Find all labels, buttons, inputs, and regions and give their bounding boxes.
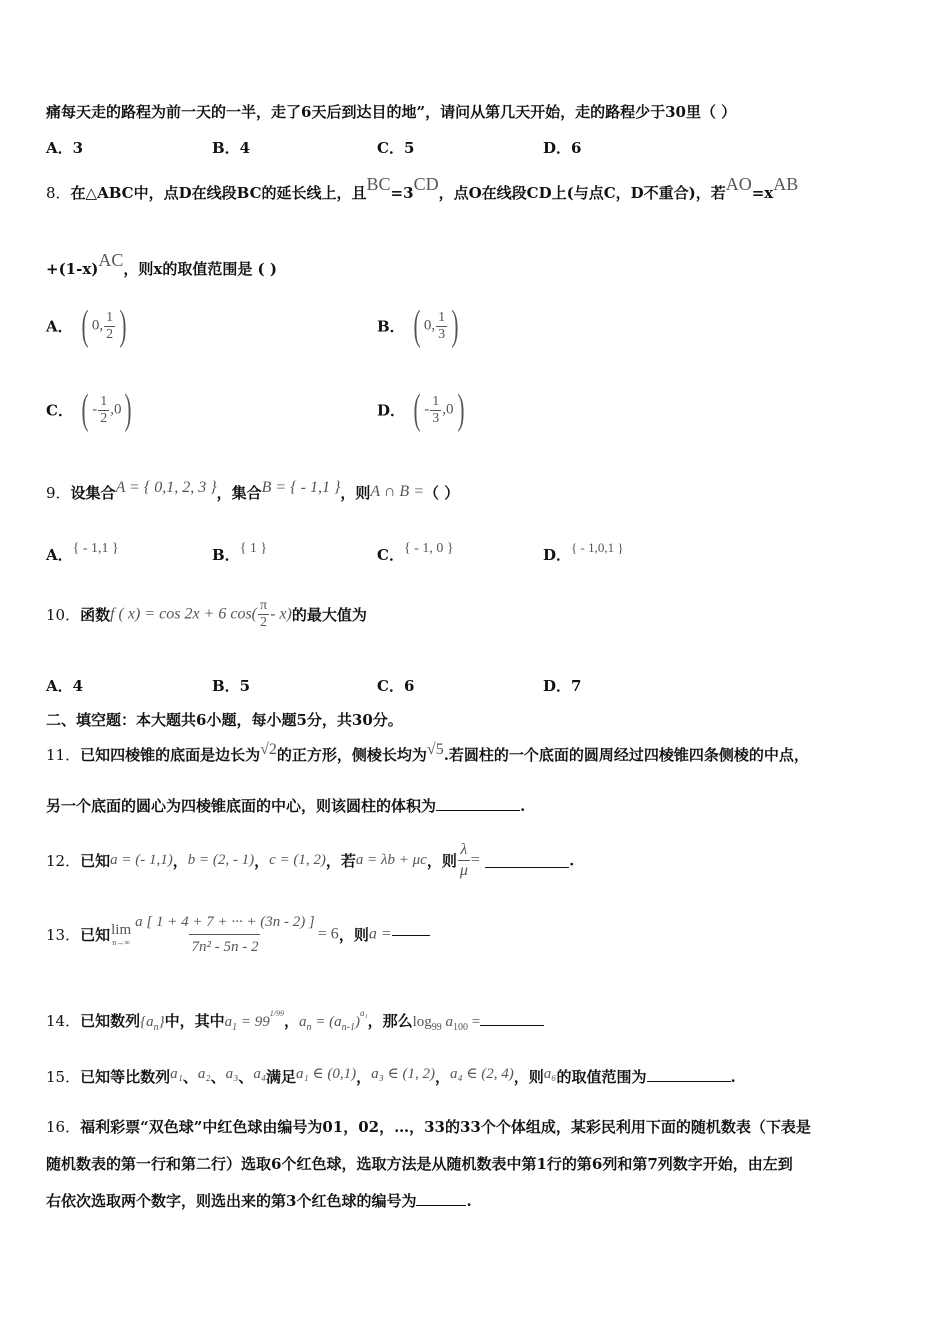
q15-line — [46, 1066, 736, 1087]
q8-option-c-label: C． — [46, 401, 73, 420]
q16-line-1 — [46, 1116, 811, 1137]
q14-text-2: 中，其中 — [164, 1012, 225, 1030]
q15-text-2: 满足 — [266, 1068, 297, 1086]
q15-answer-blank[interactable] — [647, 1067, 731, 1082]
q15-number: 15． — [46, 1068, 81, 1086]
q14-number: 14． — [46, 1012, 81, 1030]
q12-sep-1: ， — [172, 852, 188, 870]
q14-a1-def — [224, 1009, 284, 1033]
right-paren-icon: ) — [457, 387, 464, 433]
q11-number: 11． — [46, 746, 81, 764]
q11-text-2: 的正方形，侧棱长均为 — [276, 746, 427, 764]
q14-an-def — [299, 1008, 368, 1033]
q15-end: . — [730, 1068, 736, 1086]
q10-number: 10． — [46, 606, 81, 624]
q8-line-2 — [46, 250, 277, 279]
q15-comma-2: ， — [434, 1068, 450, 1086]
q12-number: 12． — [46, 852, 81, 870]
q15-cond-1: a₁ ∈ (0,1) — [296, 1066, 357, 1082]
q9-option-b — [212, 536, 268, 564]
q9-option-b-value: { 1 } — [239, 541, 268, 556]
q9-option-a — [46, 536, 119, 564]
q14-an-sub: n — [306, 1022, 312, 1033]
q9-set-a: A = { 0,1, 2, 3 } — [115, 479, 217, 496]
q14-log-eq: = — [468, 1014, 481, 1030]
q9-option-a-value: { - 1,1 } — [72, 541, 119, 556]
q9-text-1: 设集合 — [70, 484, 116, 502]
q12-line — [46, 840, 574, 881]
q8-d-den: 3 — [432, 410, 440, 426]
q10-text-1: 函数 — [80, 606, 111, 624]
q10-option-a: A．4 — [46, 677, 84, 695]
q14-text-3: ，那么 — [367, 1012, 413, 1030]
q15-cond-2: a₃ ∈ (1, 2) — [371, 1066, 435, 1082]
q8-c-den: 2 — [100, 410, 108, 426]
q8-option-a-label: A． — [46, 317, 73, 336]
q13-rhs: = 6 — [317, 925, 339, 943]
q12-lambda-over-mu — [458, 840, 470, 881]
q8-a-left: 0, — [91, 317, 104, 334]
section-2-heading: 二、填空题：本大题共6小题，每小题5分，共30分。 — [46, 711, 403, 729]
q13-limit — [111, 922, 131, 948]
q8-option-d-label: D． — [377, 401, 406, 420]
q14-log-arg: a — [441, 1014, 454, 1030]
q13-line — [46, 910, 430, 959]
right-paren-icon: ) — [124, 387, 132, 433]
q13-fraction — [133, 910, 317, 959]
q16-answer-blank[interactable] — [416, 1191, 466, 1206]
q11-sqrt5: √5 — [426, 741, 444, 758]
q8-a-fraction — [104, 310, 115, 343]
q9-text-2: ，集合 — [216, 484, 262, 502]
q15-a1: a₁ — [170, 1066, 183, 1082]
q9-option-d-value: { - 1,0,1 } — [571, 540, 624, 555]
q8-text-4: =x — [751, 184, 774, 202]
q12-equation: a = λb + μc — [355, 852, 427, 868]
q12-equals: = — [470, 851, 480, 869]
q15-a4: a₄ — [253, 1066, 267, 1082]
q14-sep: ， — [283, 1012, 299, 1030]
q14-a1: a — [224, 1014, 233, 1030]
q16-text-3: 右依次选取两个数字，则选出来的第3个红色球的编号为 — [46, 1192, 417, 1210]
left-paren-icon: ( — [81, 387, 89, 433]
right-paren-icon: ) — [119, 303, 127, 349]
q9-number: 9． — [46, 484, 71, 502]
q9-option-b-label: B． — [212, 546, 240, 564]
q16-line-3 — [46, 1190, 472, 1211]
q13-text-1: 已知 — [80, 926, 111, 944]
q10-option-d: D．7 — [543, 677, 582, 695]
q13-number: 13． — [46, 926, 81, 944]
q14-log-word: log — [412, 1014, 432, 1030]
q7-option-a: A．3 — [46, 139, 84, 157]
q8-vector-cd: CD — [413, 174, 439, 194]
q15-dun-3: 、 — [238, 1068, 254, 1086]
q13-text-2: ，则 — [338, 926, 369, 944]
q15-dun-1: 、 — [182, 1068, 198, 1086]
left-paren-icon: ( — [81, 303, 89, 349]
q15-text-1: 已知等比数列 — [80, 1068, 171, 1086]
q10-pi: π — [260, 598, 268, 613]
q10-line — [46, 598, 367, 631]
q8-b-left: 0, — [423, 317, 436, 334]
q10-function-right: - x) — [270, 605, 292, 623]
q8-a-num: 1 — [106, 309, 114, 325]
q10-function-left: f ( x) = cos 2x + 6 cos( — [110, 605, 257, 623]
q12-answer-blank[interactable] — [485, 853, 569, 868]
q9-option-a-label: A． — [46, 546, 73, 564]
q15-a2: a₂ — [197, 1066, 211, 1082]
q15-text-3: ，则 — [513, 1068, 544, 1086]
q9-line — [46, 479, 460, 503]
q12-mu: μ — [459, 862, 468, 879]
q13-lim-sub: n→∞ — [112, 937, 130, 947]
q8-text-1: 在△ABC中，点D在线段BC的延长线上，且 — [70, 184, 367, 202]
q14-text-1: 已知数列 — [80, 1012, 141, 1030]
q8-vector-ac: AC — [98, 250, 124, 270]
q12-text-2: ，若 — [325, 852, 356, 870]
q14-seq-open: {a — [140, 1014, 154, 1030]
q14-a1-sub: 1 — [232, 1022, 238, 1033]
q8-d-left: - — [424, 401, 430, 418]
q9-option-c — [377, 536, 454, 564]
q8-d-num: 1 — [432, 393, 440, 409]
q8-b-fraction — [436, 310, 447, 343]
q8-number: 8． — [46, 184, 71, 202]
q13-a-equals: a = — [368, 925, 392, 943]
q8-c-fraction — [98, 394, 109, 427]
q7-option-d: D．6 — [543, 139, 582, 157]
q8-line-1 — [46, 174, 799, 203]
q8-text-6: ，则x的取值范围是 ( ) — [123, 260, 277, 278]
q8-a-den: 2 — [106, 326, 114, 342]
q11-end: . — [520, 797, 526, 815]
q15-cond-3: a₄ ∈ (2, 4) — [449, 1066, 514, 1082]
q8-d-right: ,0 — [442, 401, 454, 418]
q14-a1-eq: = 99 — [237, 1014, 270, 1030]
q13-lim: lim — [111, 921, 132, 938]
q13-answer-blank[interactable] — [392, 934, 430, 936]
q15-text-4: 的取值范围为 — [556, 1068, 647, 1086]
q7-tail-text: 痛每天走的路程为前一天的一半，走了6天后到达目的地”，请问从第几天开始，走的路程少于30里（ ） — [46, 103, 737, 121]
q8-text-5: +(1-x) — [46, 260, 99, 278]
left-paren-icon: ( — [413, 303, 421, 349]
q14-sequence — [140, 1014, 165, 1033]
q14-an-eq: = (a — [311, 1014, 342, 1030]
q16-number: 16． — [46, 1118, 81, 1136]
q15-dun-2: 、 — [210, 1068, 226, 1086]
q14-an: a — [299, 1014, 307, 1030]
q9-set-b: B = { - 1,1 } — [261, 479, 341, 496]
q14-an-close: ) — [354, 1014, 360, 1030]
q9-option-c-label: C． — [377, 546, 404, 564]
q10-text-2: 的最大值为 — [291, 606, 367, 624]
q14-answer-blank[interactable] — [480, 1011, 544, 1026]
q8-text-3: ，点O在线段CD上(与点C，D不重合)，若 — [438, 184, 726, 202]
q8-option-b — [377, 303, 462, 349]
q10-pi-over-two — [258, 598, 269, 631]
q16-text-1: 福利彩票“双色球”中红色球由编号为01，02，…，33的33个个体组成，某彩民利用下面的随机数表（下表是 — [80, 1118, 811, 1136]
q14-seq-sub: n — [153, 1022, 159, 1033]
q9-text-3: ，则 — [340, 484, 371, 502]
q11-line-2 — [46, 795, 525, 816]
q10-option-b: B．5 — [212, 677, 251, 695]
q8-vector-bc: BC — [366, 174, 391, 194]
q9-option-d — [543, 536, 624, 564]
q12-text-3: ，则 — [426, 852, 457, 870]
q12-lambda: λ — [460, 841, 468, 858]
q10-two: 2 — [260, 615, 268, 630]
q10-option-c: C．6 — [377, 677, 415, 695]
q12-end: . — [569, 851, 575, 870]
q11-text-4: 另一个底面的圆心为四棱锥底面的中心，则该圆柱的体积为 — [46, 797, 437, 815]
q12-sep-2: ， — [254, 852, 270, 870]
q14-seq-close: } — [158, 1014, 165, 1030]
q7-option-b: B．4 — [212, 139, 251, 157]
q8-c-num: 1 — [100, 393, 108, 409]
q8-text-2: =3 — [390, 184, 414, 202]
q15-a3: a₃ — [225, 1066, 239, 1082]
q9-option-d-label: D． — [543, 546, 572, 564]
q13-denominator: 7n² - 5n - 2 — [189, 934, 260, 959]
q14-an1-sub: n-1 — [341, 1022, 355, 1033]
q11-text-1: 已知四棱锥的底面是边长为 — [80, 746, 261, 764]
q13-numerator: a [ 1 + 4 + 7 + ··· + (3n - 2) ] — [135, 914, 315, 930]
q9-option-c-value: { - 1, 0 } — [403, 541, 454, 556]
q12-vector-b: b = (2, - 1) — [187, 852, 255, 868]
q8-option-b-label: B． — [377, 317, 405, 336]
q16-end: . — [466, 1192, 472, 1210]
q11-answer-blank[interactable] — [436, 796, 520, 811]
q15-comma-1: ， — [356, 1068, 372, 1086]
q14-log — [412, 1014, 481, 1033]
q8-b-num: 1 — [438, 309, 446, 325]
q7-option-c: C．5 — [377, 139, 415, 157]
q12-vector-c: c = (1, 2) — [269, 852, 326, 868]
q16-line-2: 随机数表的第一行和第二行）选取6个红色球，选取方法是从随机数表中第1行的第6列和第7列数字开始，由左到 — [46, 1155, 793, 1173]
q14-a1-sup: 1/99 — [269, 1009, 284, 1018]
q12-text-1: 已知 — [80, 852, 111, 870]
q14-log-base: 99 — [431, 1022, 442, 1033]
q8-c-right: ,0 — [110, 401, 122, 418]
q14-line — [46, 1008, 544, 1033]
q14-an-sup: a₁ — [359, 1008, 368, 1018]
q8-d-fraction — [430, 394, 441, 427]
q9-text-4: （ ） — [423, 484, 460, 502]
q8-vector-ab: AB — [773, 174, 799, 194]
q8-b-den: 3 — [438, 326, 446, 342]
right-paren-icon: ) — [451, 303, 459, 349]
left-paren-icon: ( — [413, 387, 421, 433]
q8-option-d — [377, 387, 468, 433]
q8-option-a — [46, 303, 130, 349]
q8-c-left: - — [92, 401, 98, 418]
q15-a6: a₆ — [543, 1066, 557, 1082]
q8-vector-ao: AO — [725, 174, 752, 194]
q11-sqrt2: √2 — [260, 741, 277, 758]
q14-log-arg-sub: 100 — [453, 1022, 469, 1033]
q12-vector-a: a = (- 1,1) — [110, 852, 173, 868]
q9-intersection: A ∩ B = — [370, 483, 424, 500]
q8-option-c — [46, 387, 135, 433]
q11-text-3: .若圆柱的一个底面的圆周经过四棱锥四条侧棱的中点， — [443, 746, 809, 764]
q11-line-1 — [46, 741, 809, 765]
